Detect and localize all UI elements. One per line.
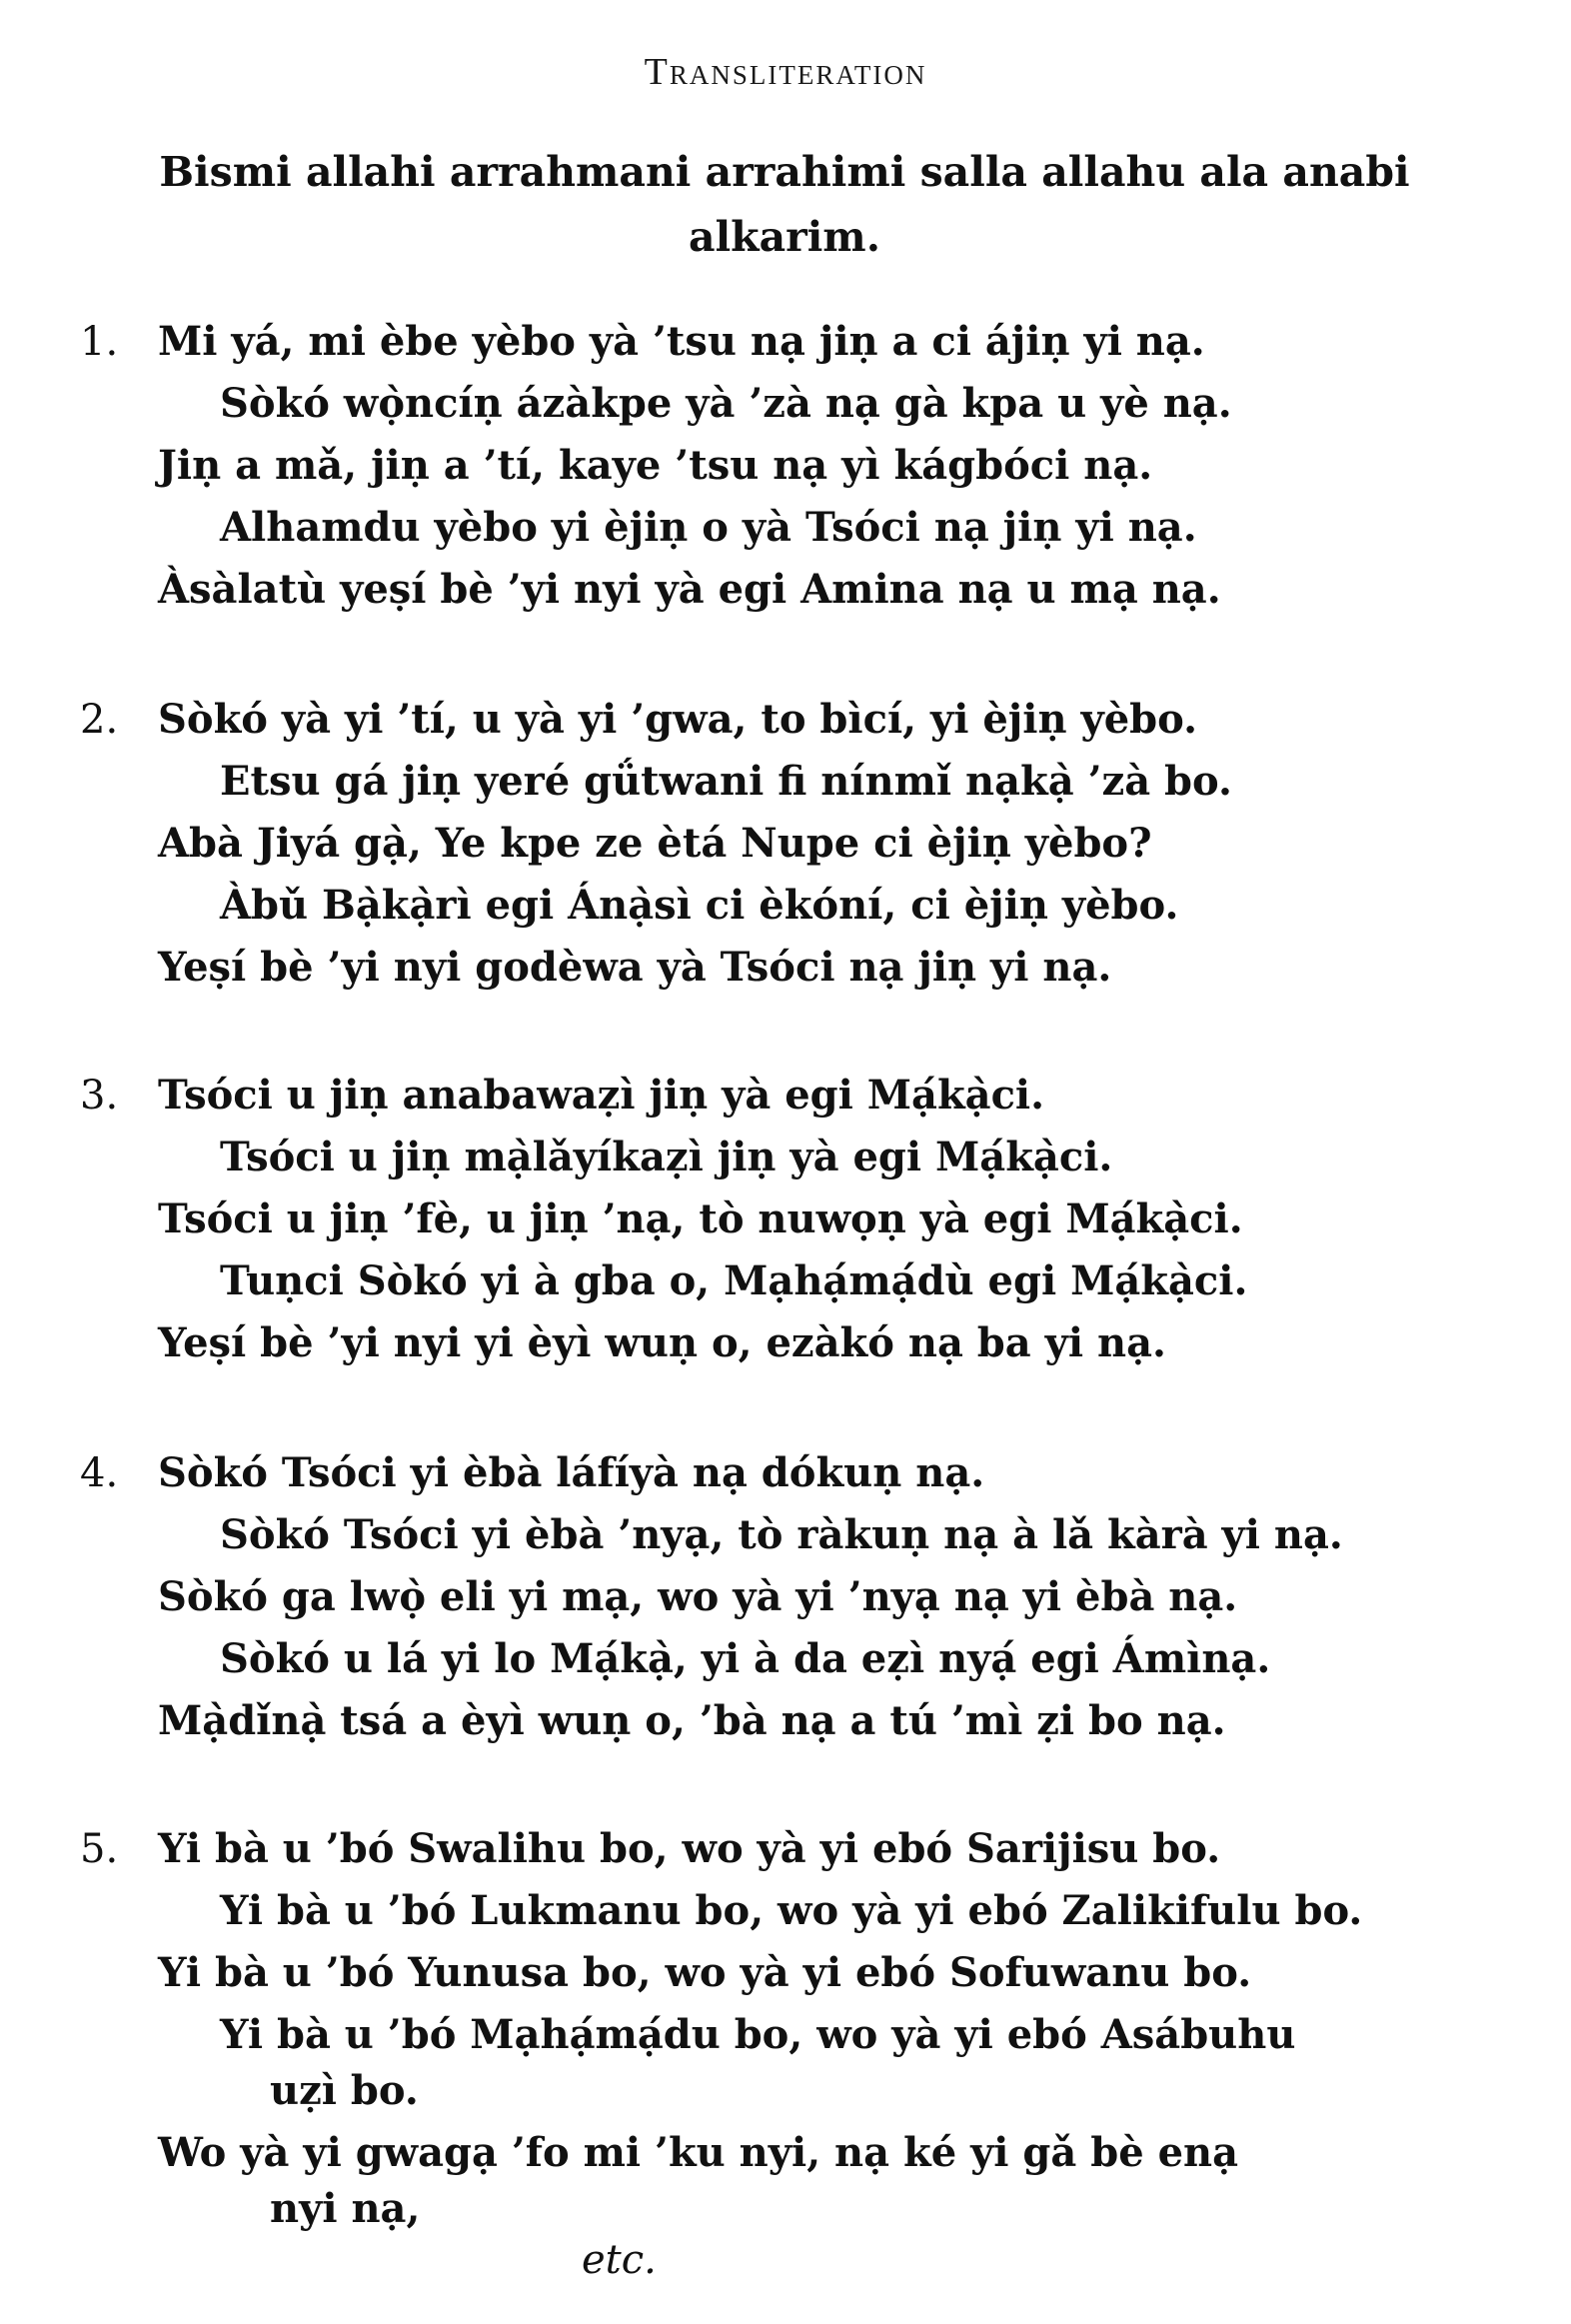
- verse-line: Yeṣí bè ’yi nyi godèwa yà Tsóci nạ jiṇ yi nạ.: [158, 944, 1112, 991]
- verse-line: Wo yà yi gwagạ ’fo mi ’ku nyi, nạ ké yi gǎ bè enạ: [158, 2129, 1239, 2176]
- verse-line: Sòkó Tsóci yi èbà ’nyạ, tò ràkuṇ nạ à lǎ kàrà yi nạ.: [220, 1511, 1343, 1558]
- closing-etc: etc.: [582, 2237, 657, 2283]
- verse-line: Yeṣí bè ’yi nyi yi èyì wuṇ o, ezàkó nạ ba yi nạ.: [158, 1319, 1166, 1366]
- stanza-number: 1.: [80, 319, 119, 365]
- verse-line: Etsu gá jiṇ yeré gǘtwani fi nínmǐ nạkạ̀ ’zà bo.: [220, 758, 1232, 805]
- verse-line: Sòkó ga lwọ̀ eli yi mạ, wo yà yi ’nyạ nạ yi èbà nạ.: [158, 1573, 1238, 1620]
- verse-line: Tsóci u jiṇ ’fè, u jiṇ ’nạ, tò nuwọṇ yà egi Mạ́kạ̀ci.: [158, 1195, 1243, 1242]
- verse-line: Tuṇci Sòkó yi à gba o, Mạhạ́mạ́dù egi Mạ́kạ̀ci.: [220, 1257, 1248, 1304]
- verse-line-continuation: nyi nạ,: [270, 2185, 421, 2232]
- verse-line: Tsóci u jiṇ mạ̀lǎyíkaẓì jiṇ yà egi Mạ́kạ̀ci.: [220, 1134, 1113, 1180]
- verse-line: Mi yá, mi èbe yèbo yà ’tsu nạ jiṇ a ci ájiṇ yi nạ.: [158, 318, 1205, 365]
- verse-line: Abà Jiyá gạ̀, Ye kpe ze ètá Nupe ci èjiṇ yèbo?: [158, 820, 1152, 867]
- invocation-text: Bismi allahi arrahmani arrahimi salla allahu ala anabi alkarim.: [159, 148, 1410, 261]
- verse-line: Mạ̀dǐnạ̀ tsá a èyì wuṇ o, ’bà nạ a tú ’mì ẓi bo nạ.: [158, 1697, 1226, 1744]
- stanza-number: 5.: [80, 1826, 119, 1872]
- stanza-number: 4.: [80, 1450, 119, 1496]
- stanza-number: 3.: [80, 1073, 119, 1119]
- verse-line: Àsàlatù yeṣí bè ’yi nyi yà egi Amina nạ u mạ nạ.: [158, 566, 1221, 613]
- verse-line: Sòkó Tsóci yi èbà láfíyà nạ dókuṇ nạ.: [158, 1449, 985, 1496]
- verse-line: Tsóci u jiṇ anabawaẓì jiṇ yà egi Mạ́kạ̀ci.: [158, 1072, 1045, 1119]
- stanza-number: 2.: [80, 697, 119, 743]
- verse-line: Jiṇ a mǎ, jiṇ a ’tí, kaye ’tsu nạ yì kágbóci nạ.: [158, 442, 1153, 489]
- verse-line: Sòkó yà yi ’tí, u yà yi ’gwa, to bìcí, yi èjiṇ yèbo.: [158, 696, 1198, 743]
- page-heading: Transliteration: [644, 51, 927, 93]
- verse-line: Sòkó u lá yi lo Mạ́kạ̀, yi à da eẓì nyạ́ egi Ámìnạ.: [220, 1635, 1271, 1682]
- verse-line: Yi bà u ’bó Lukmanu bo, wo yà yi ebó Zalikifulu bo.: [220, 1887, 1363, 1934]
- verse-line: Alhamdu yèbo yi èjiṇ o yà Tsóci nạ jiṇ yi nạ.: [220, 504, 1197, 551]
- verse-line: Sòkó wọ̀ncíṇ ázàkpe yà ’zà nạ gà kpa u yè nạ.: [220, 380, 1232, 427]
- verse-line: Yi bà u ’bó Yunusa bo, wo yà yi ebó Sofuwanu bo.: [158, 1949, 1252, 1996]
- verse-line: Yi bà u ’bó Swalihu bo, wo yà yi ebó Sarijisu bo.: [158, 1825, 1221, 1872]
- verse-line: Àbǔ Bạ̀kạ̀rì egi Ánạ̀sì ci èkóní, ci èjiṇ yèbo.: [220, 882, 1179, 929]
- verse-line-continuation: uẓì bo.: [270, 2067, 419, 2114]
- verse-line: Yi bà u ’bó Mạhạ́mạ́du bo, wo yà yi ebó Asábuhu: [220, 2011, 1296, 2058]
